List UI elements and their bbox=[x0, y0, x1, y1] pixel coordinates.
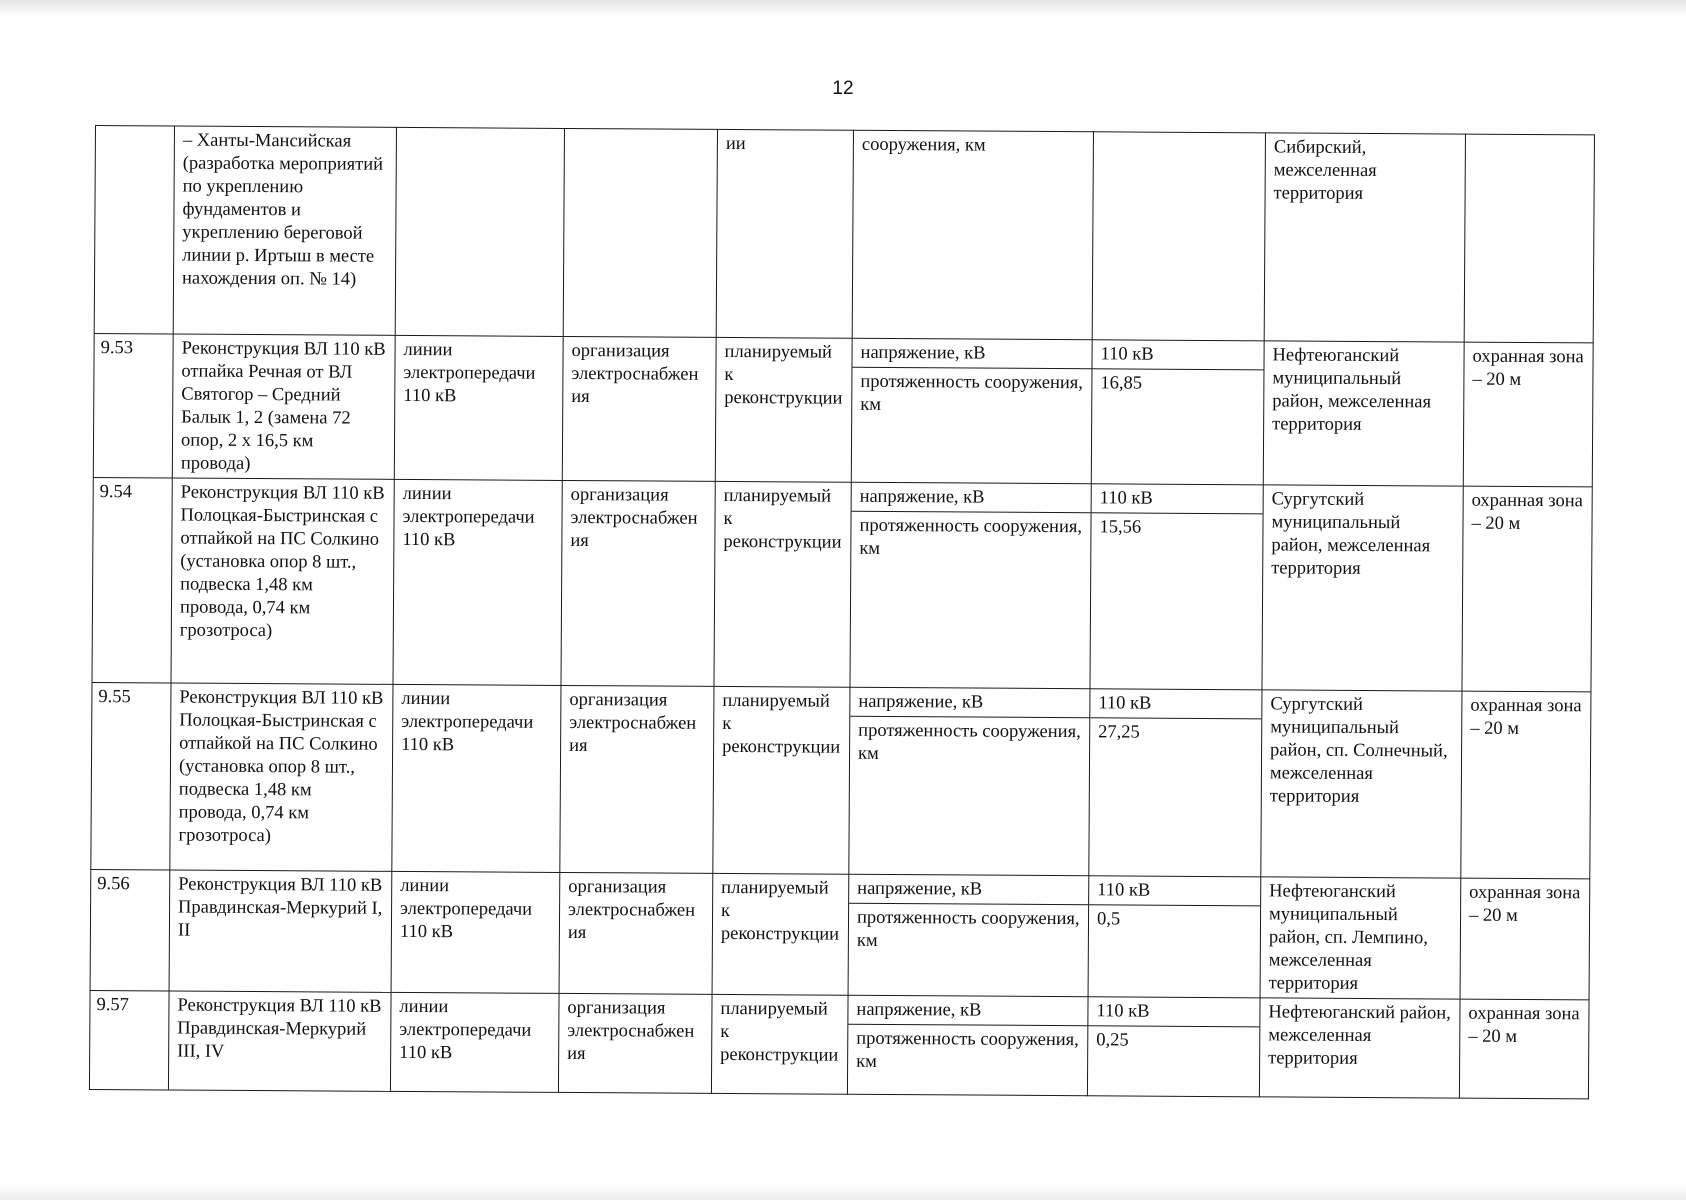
parameter-name-voltage: напряжение, кВ bbox=[852, 339, 1091, 370]
parameter-name-length: протяженность сооружения, км bbox=[858, 720, 1081, 764]
page-number: 12 bbox=[832, 78, 854, 99]
cell-object-type: линии электропередачи 110 кВ bbox=[390, 992, 559, 1092]
cell-object-type: линии электропередачи 110 кВ bbox=[394, 335, 563, 480]
cell-number: 9.53 bbox=[93, 333, 173, 477]
cell-object-name: Реконструкция ВЛ 110 кВ Полоцкая-Быстринская с отпайкой на ПС Солкино (установка опор 8 шт., подвеска 1,48 км провода, 0,74 км грозотроса) bbox=[170, 683, 393, 871]
cell-object-type bbox=[395, 127, 564, 336]
cell-location: Нефтеюганский район, межселенная территория bbox=[1259, 998, 1460, 1098]
table-row bbox=[90, 869, 1590, 999]
cell-status: планируемый к реконструкции bbox=[712, 873, 849, 995]
parameter-name-length: протяженность сооружения, км bbox=[859, 515, 1083, 559]
parameter-name-voltage: напряжение, кВ bbox=[848, 996, 1087, 1027]
cell-location: Сургутский муниципальный район, сп. Солнечный, межселенная территория bbox=[1261, 690, 1462, 878]
cell-purpose: организация электроснабжения bbox=[560, 685, 714, 873]
parameter-name-length: протяженность сооружения, км bbox=[856, 907, 1080, 951]
cell-number bbox=[94, 126, 174, 334]
cell-zone: охранная зона – 20 м bbox=[1463, 342, 1593, 487]
parameter-name-voltage: напряжение, кВ bbox=[852, 483, 1091, 514]
cell-object-name: Реконструкция ВЛ 110 кВ Правдинская-Меркурий III, IV bbox=[168, 991, 391, 1091]
cell-number: 9.55 bbox=[91, 682, 171, 869]
cell-parameter-names bbox=[848, 874, 1089, 997]
objects-table bbox=[89, 125, 1595, 1099]
cell-object-type: линии электропередачи 110 кВ bbox=[391, 871, 560, 993]
cell-object-type: линии электропередачи 110 кВ bbox=[392, 684, 561, 872]
cell-number: 9.54 bbox=[92, 477, 172, 682]
parameter-name-length: протяженность сооружения, км bbox=[856, 1028, 1079, 1072]
cell-parameter-name: сооружения, км bbox=[852, 130, 1093, 340]
parameter-value-length: 16,85 bbox=[1100, 373, 1143, 394]
cell-purpose: организация электроснабжения bbox=[558, 993, 712, 1093]
table-row bbox=[89, 990, 1589, 1098]
parameter-value-voltage: 110 кВ bbox=[1088, 997, 1259, 1027]
cell-status: планируемый к реконструкции bbox=[715, 337, 852, 482]
cell-zone: охранная зона – 20 м bbox=[1459, 999, 1589, 1099]
cell-zone: охранная зона – 20 м bbox=[1461, 691, 1591, 879]
parameter-value-voltage: 110 кВ bbox=[1090, 689, 1261, 719]
table-row bbox=[92, 477, 1592, 691]
cell-location: Сургутский муниципальный район, межселенная территория bbox=[1262, 485, 1463, 691]
parameter-name-voltage: напряжение, кВ bbox=[849, 875, 1088, 906]
cell-purpose bbox=[563, 128, 717, 337]
parameter-name-length: протяженность сооружения, км bbox=[860, 371, 1084, 415]
cell-purpose: организация электроснабжения bbox=[562, 336, 716, 481]
cell-object-name: Реконструкция ВЛ 110 кВ отпайка Речная от ВЛ Святогор – Средний Балык 1, 2 (замена 72 опор, 2 х 16,5 км провода) bbox=[172, 334, 395, 479]
cell-object-type: линии электропередачи 110 кВ bbox=[393, 479, 562, 685]
scan-edge-top bbox=[0, 0, 1686, 16]
cell-parameter-values bbox=[1089, 689, 1262, 877]
parameter-value-voltage: 110 кВ bbox=[1092, 484, 1263, 514]
cell-purpose: организация электроснабжения bbox=[561, 480, 715, 686]
cell-parameter-names bbox=[851, 338, 1092, 484]
cell-object-name: – Ханты-Мансийская (разработка мероприятий по укреплению фундаментов и укреплению береговой линии р. Иртыш в месте нахождения оп. № 14) bbox=[173, 126, 396, 335]
cell-zone: охранная зона – 20 м bbox=[1462, 486, 1592, 692]
cell-parameter-values bbox=[1088, 876, 1261, 998]
table-row bbox=[91, 682, 1591, 878]
parameter-value-length: 0,25 bbox=[1096, 1030, 1129, 1051]
cell-parameter-values bbox=[1091, 340, 1264, 485]
cell-location: Нефтеюганский муниципальный район, сп. Лемпино, межселенная территория bbox=[1260, 877, 1461, 999]
cell-number: 9.57 bbox=[89, 990, 169, 1089]
table-row bbox=[93, 333, 1593, 486]
cell-object-name: Реконструкция ВЛ 110 кВ Полоцкая-Быстринская с отпайкой на ПС Солкино (установка опор 8 шт., подвеска 1,48 км провода, 0,74 км грозотроса) bbox=[171, 478, 394, 684]
cell-object-name: Реконструкция ВЛ 110 кВ Правдинская-Меркурий I, II bbox=[169, 870, 392, 992]
cell-number: 9.56 bbox=[90, 869, 170, 990]
cell-parameter-names bbox=[849, 687, 1090, 876]
cell-location: Сибирский, межселенная территория bbox=[1264, 133, 1465, 342]
cell-status: ии bbox=[716, 129, 853, 338]
cell-zone: охранная зона – 20 м bbox=[1460, 878, 1590, 1000]
cell-parameter-values bbox=[1087, 997, 1260, 1097]
table-row-continuation bbox=[94, 126, 1594, 343]
cell-purpose: организация электроснабжения bbox=[559, 872, 713, 994]
parameter-value-voltage: 110 кВ bbox=[1089, 876, 1260, 906]
parameter-value-voltage: 110 кВ bbox=[1092, 340, 1263, 370]
scan-edge-bottom bbox=[0, 1184, 1686, 1200]
cell-status: планируемый к реконструкции bbox=[713, 686, 850, 874]
cell-status: планируемый к реконструкции bbox=[714, 481, 851, 687]
parameter-value-length: 0,5 bbox=[1096, 909, 1121, 930]
cell-zone bbox=[1464, 134, 1594, 343]
cell-parameter-values bbox=[1090, 484, 1263, 690]
cell-location: Нефтеюганский муниципальный район, межселенная территория bbox=[1263, 341, 1464, 486]
cell-parameter-names bbox=[847, 995, 1088, 1096]
cell-parameter-value bbox=[1092, 132, 1265, 341]
parameter-value-length: 27,25 bbox=[1098, 722, 1140, 743]
parameter-name-voltage: напряжение, кВ bbox=[850, 688, 1089, 719]
parameter-value-length: 15,56 bbox=[1099, 517, 1142, 538]
cell-status: планируемый к реконструкции bbox=[711, 994, 848, 1094]
cell-parameter-names bbox=[850, 482, 1091, 689]
